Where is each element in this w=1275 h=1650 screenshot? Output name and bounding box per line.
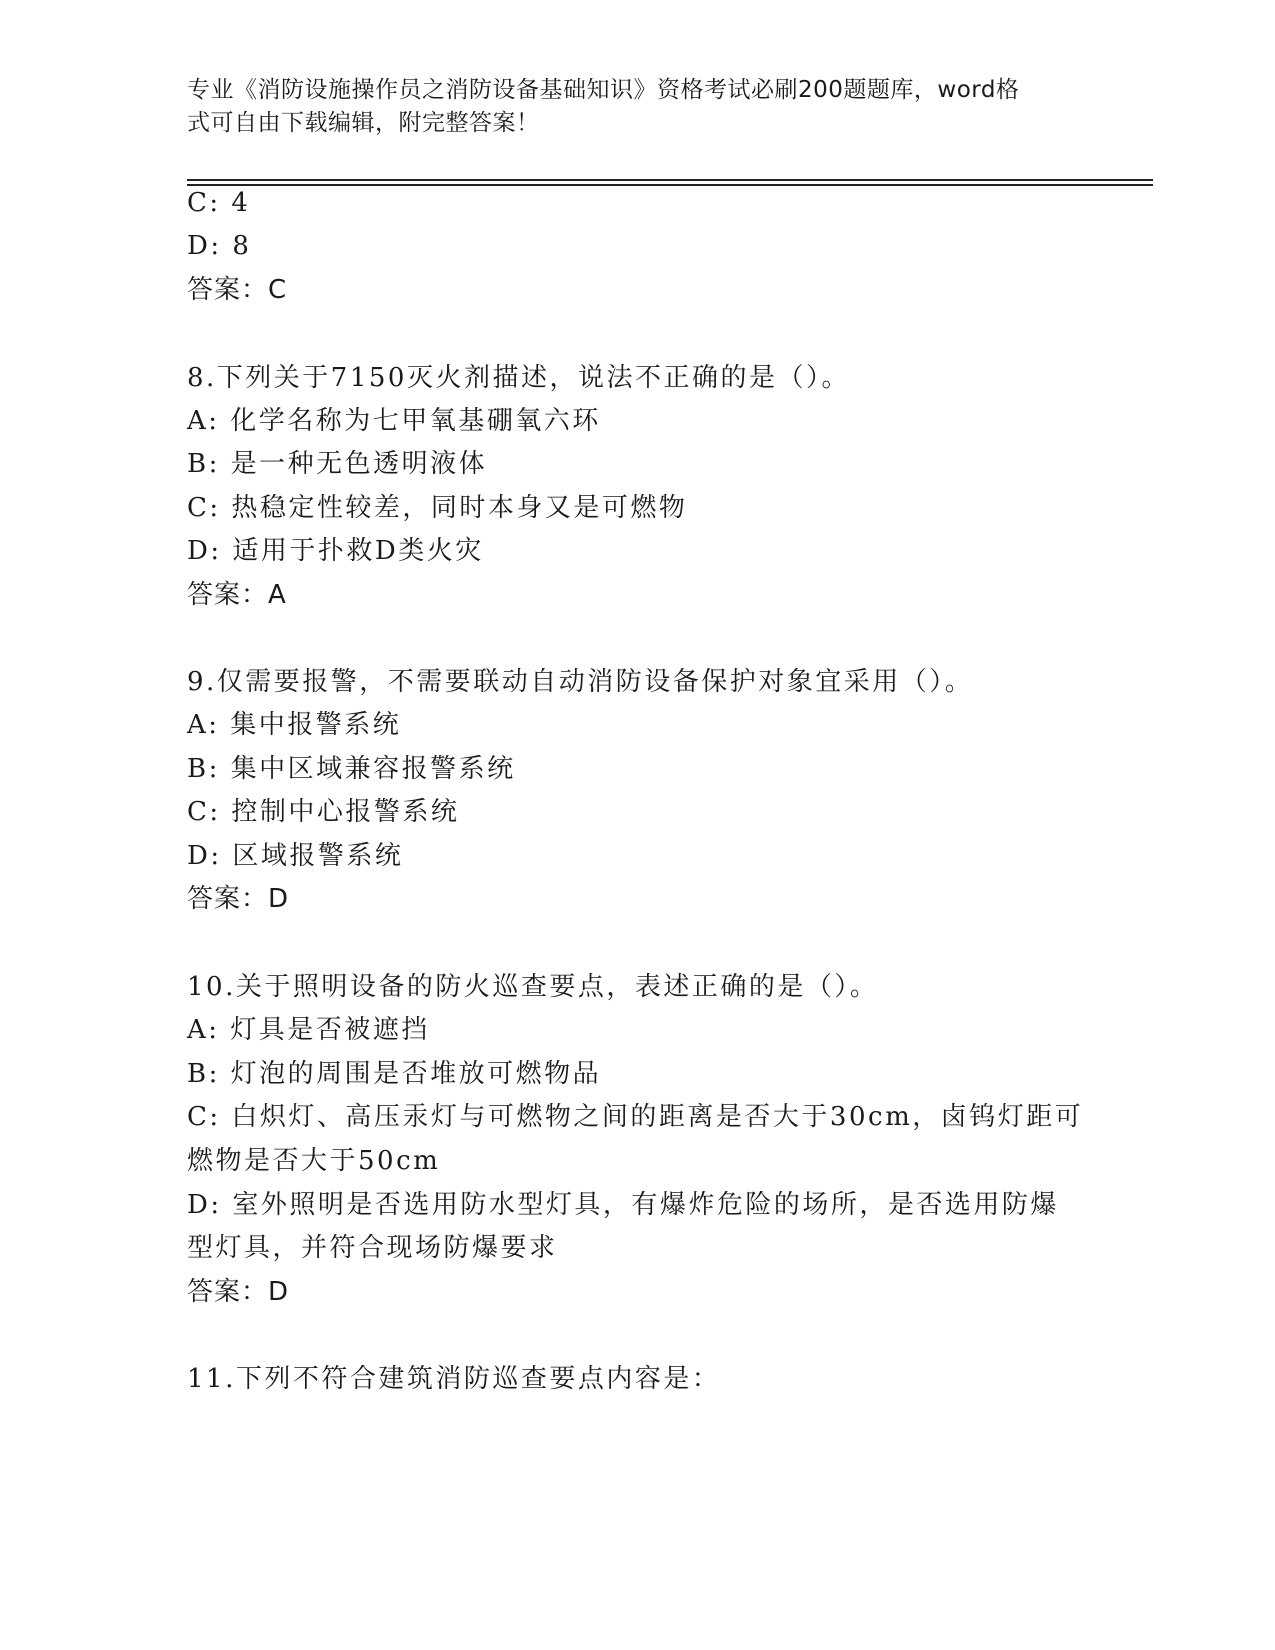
header-divider-bottom [187, 184, 1153, 186]
q9-option-c: C: 控制中心报警系统 [187, 797, 460, 827]
prev-option-c: C: 4 [187, 188, 251, 218]
header-line-2: 式可自由下载编辑，附完整答案！ [187, 110, 540, 136]
prev-answer: 答案：C [187, 275, 288, 305]
q9-option-d: D: 区域报警系统 [187, 841, 404, 871]
q8-option-b: B: 是一种无色透明液体 [187, 449, 488, 479]
q10-option-b: B: 灯泡的周围是否堆放可燃物品 [187, 1059, 602, 1089]
q8-option-a: A: 化学名称为七甲氧基硼氧六环 [187, 406, 601, 436]
q10-option-a: A: 灯具是否被遮挡 [187, 1015, 430, 1045]
q8-answer: 答案：A [187, 580, 287, 610]
q9-question: 9.仅需要报警，不需要联动自动消防设备保护对象宜采用（）。 [187, 667, 974, 697]
q10-question: 10.关于照明设备的防火巡查要点，表述正确的是（）。 [187, 972, 879, 1002]
q10-option-d: D: 室外照明是否选用防水型灯具，有爆炸危险的场所，是否选用防爆 [187, 1190, 1059, 1220]
header-line-1: 专业《消防设施操作员之消防设备基础知识》资格考试必刷200题题库，word格 [187, 77, 1020, 103]
document-header [187, 74, 1077, 140]
q9-answer: 答案：D [187, 884, 290, 914]
q10-option-c: C: 白炽灯、高压汞灯与可燃物之间的距离是否大于30cm，卤钨灯距可 [187, 1102, 1084, 1132]
q9-option-a: A: 集中报警系统 [187, 710, 402, 740]
q8-question: 8.下列关于7150灭火剂描述，说法不正确的是（）。 [187, 363, 850, 393]
q10-answer: 答案：D [187, 1277, 290, 1307]
q10-option-d-continued: 型灯具，并符合现场防爆要求 [187, 1233, 558, 1263]
q10-option-c-continued: 燃物是否大于50cm [187, 1146, 441, 1176]
q11-question: 11.下列不符合建筑消防巡查要点内容是： [187, 1364, 721, 1394]
prev-option-d: D: 8 [187, 231, 252, 261]
q8-option-c: C: 热稳定性较差，同时本身又是可燃物 [187, 493, 688, 523]
header-divider-top [187, 179, 1153, 181]
q8-option-d: D: 适用于扑救D类火灾 [187, 536, 484, 566]
q9-option-b: B: 集中区域兼容报警系统 [187, 754, 516, 784]
